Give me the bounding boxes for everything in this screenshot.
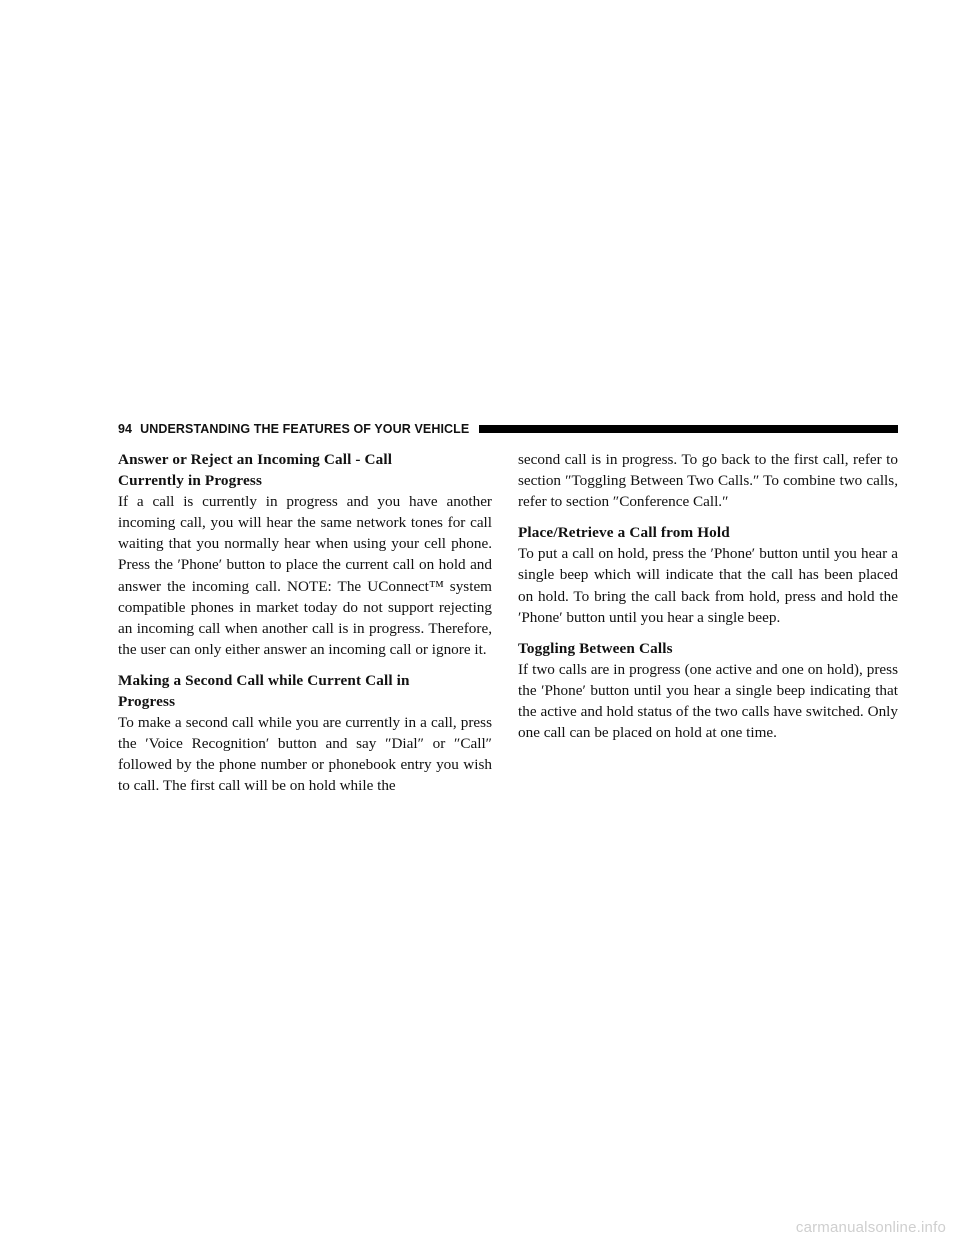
section-heading: Toggling Between Calls xyxy=(518,639,673,657)
left-column xyxy=(118,449,492,797)
right-column xyxy=(518,449,898,743)
section-body: If two calls are in progress (one active and one on hold), press the ′Phone′ button until you hear a single beep indicating that the active and hold status of the two calls have switched. Only one call can be placed on hold at one time. xyxy=(518,660,898,742)
section-body: To make a second call while you are currently in a call, press the ′Voice Recognition′ button and say ″Dial″ or ″Call″ followed by the phone number or phonebook entry you wish to call. The first call will be on hold while the xyxy=(118,714,492,795)
section-heading: Place/Retrieve a Call from Hold xyxy=(518,524,730,542)
section-body: If a call is currently in progress and you have another incoming call, you will hear the same network tones for call waiting that you normally hear when using your cell phone. Press the ′Phone′ button to place the current call on hold and answer the incoming call. NOTE: The UConnect™ system compatible phones in market today do not support rejecting an incoming call when another call is in progress. Therefore, the user can only either answer an incoming call or ignore it. xyxy=(118,493,492,658)
page-number: 94 xyxy=(118,422,133,436)
section-second-call xyxy=(118,670,492,797)
heading-line-1: Answer or Reject an Incoming Call - Call xyxy=(118,451,393,468)
section-title: UNDERSTANDING THE FEATURES OF YOUR VEHICLE xyxy=(140,422,470,436)
heading-line-1: Making a Second Call while Current Call in xyxy=(118,671,410,689)
continuation-text: second call is in progress. To go back to the first call, refer to section ″Toggling Between Two Calls.″ To combine two calls, refer to section ″Conference Call.″ xyxy=(518,451,898,511)
heading-line-2: Currently in Progress xyxy=(118,472,263,490)
section-answer-reject xyxy=(118,449,492,660)
section-place-retrieve-hold xyxy=(518,522,898,627)
running-header xyxy=(118,418,898,440)
header-rule xyxy=(479,425,898,433)
section-heading xyxy=(118,449,492,491)
section-toggling-calls xyxy=(518,638,898,743)
section-heading xyxy=(118,670,492,712)
watermark: carmanualsonline.info xyxy=(795,1219,946,1236)
heading-line-2: Progress xyxy=(118,693,176,711)
section-body: To put a call on hold, press the ′Phone′ button until you hear a single beep which will indicate that the call has been placed on hold. To bring the call back from hold, press and hold the ′Phone′ button until you hear a single beep. xyxy=(518,545,898,626)
